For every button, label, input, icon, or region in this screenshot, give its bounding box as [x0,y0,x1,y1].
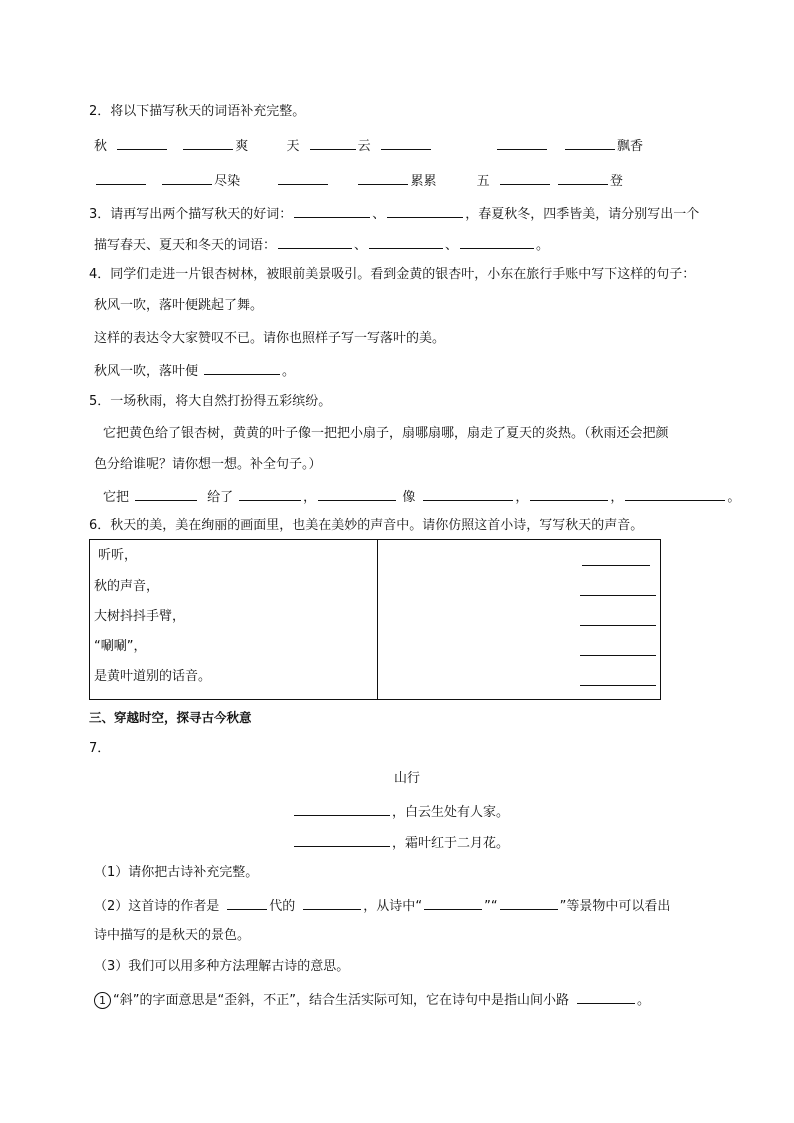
blank[interactable] [318,487,396,501]
poem-line: 大树抖抖手臂， [94,609,186,624]
blank[interactable] [387,204,463,218]
q4-line4 [94,361,295,381]
separator: 、 [354,238,368,253]
blank[interactable] [303,896,361,910]
blank[interactable] [369,235,443,249]
q3-line1 [89,204,699,224]
blank[interactable] [96,171,146,185]
q4-line2: 秋风一吹，落叶便跳起了舞。 [94,298,264,313]
blank[interactable] [183,136,233,150]
q2-word-shuang: 爽 [235,139,249,154]
blank[interactable] [294,802,390,816]
blank[interactable] [625,487,725,501]
answer-line[interactable] [378,602,660,632]
poem-line: 秋的声音， [94,579,160,594]
answer-line[interactable] [378,540,660,572]
q5-line4 [103,487,740,507]
blank[interactable] [162,171,212,185]
blank[interactable] [278,235,352,249]
verse-text: ，白云生处有人家。 [392,805,510,820]
q3-text: 3．请再写出两个描写秋天的好词： [89,207,293,222]
q5-line3: 色分给谁呢？请你想一想。补全句子。） [94,457,322,472]
separator: 、 [372,207,386,222]
blank[interactable] [294,833,390,847]
period: 。 [636,993,650,1008]
separator: 、 [445,238,459,253]
q5-xiang: 像 [402,490,416,505]
poem-table [89,539,661,700]
q2-word-yun: 云 [357,139,371,154]
q7-sub2-from: ，从诗中 [363,899,416,914]
q2-word-wu: 五 [476,174,490,189]
poem-line: 是黄叶道别的话音。 [94,669,212,684]
blank[interactable] [204,361,280,375]
q7-number: 7． [89,741,111,756]
answer-line[interactable] [378,572,660,602]
q7-sub2-tail: 等景物中可以看出 [566,899,671,914]
q2-word-piaoxiang: 飘香 [617,139,644,154]
q7-sub2-dai: 代的 [269,899,296,914]
q7-verse2 [292,833,509,853]
blank[interactable] [358,171,408,185]
blank[interactable] [497,136,547,150]
comma: ， [303,490,317,505]
q2-row2 [94,171,623,191]
blank[interactable] [500,171,550,185]
q3-text-tail: ，春夏秋冬，四季皆美，请分别写出一个 [465,207,700,222]
q4-line1: 4．同学们走进一片银杏树林，被眼前美景吸引。看到金黄的银杏叶，小东在旅行手账中写下这样的句子： [89,267,696,282]
verse-text: ，霜叶红于二月花。 [392,836,510,851]
period: 。 [282,364,296,379]
comma: ， [610,490,624,505]
blank[interactable] [500,896,558,910]
blank[interactable] [558,171,608,185]
q5-line1: 5．一场秋雨，将大自然打扮得五彩缤纷。 [89,394,332,409]
q2-word-qiu: 秋 [94,139,108,154]
q7-sub3: （3）我们可以用多种方法理解古诗的意思。 [94,959,350,974]
q5-ta-ba: 它把 [103,490,130,505]
q5-gei-le: 给了 [207,490,234,505]
poem-left-cell [90,540,378,700]
q5-line2: 它把黄色给了银杏树，黄黄的叶子像一把把小扇子，扇哪扇哪，扇走了夏天的炎热。（秋雨还会把颜 [103,426,669,441]
q2-word-jinran: 尽染 [214,174,241,189]
quote: ” [559,899,567,914]
blank[interactable] [424,896,482,910]
q7-sub2-text: （2）这首诗的作者是 [94,899,220,914]
quote: “ [415,899,423,914]
blank[interactable] [310,136,356,150]
blank[interactable] [278,171,328,185]
poem-right-cell [378,540,661,700]
blank[interactable] [135,487,197,501]
q4-line3: 这样的表达令大家赞叹不已。请你也照样子写一写落叶的美。 [94,331,446,346]
q7-sub3-item1 [94,990,650,1010]
blank[interactable] [530,487,608,501]
circled-number: 1 [94,992,111,1009]
blank[interactable] [577,990,635,1004]
poem-line: 听听， [98,548,138,563]
q7-sub2 [94,896,670,916]
item-text: “斜”的字面意思是“歪斜，不正”，结合生活实际可知，它在诗句中是指山间小路 [113,993,569,1008]
blank[interactable] [227,896,267,910]
blank[interactable] [423,487,513,501]
blank[interactable] [460,235,534,249]
period: 。 [536,238,550,253]
q2-row1 [94,136,643,156]
blank[interactable] [565,136,615,150]
poem-line: “唰唰”， [94,639,147,654]
comma: ， [515,490,529,505]
q6-title: 6．秋天的美，美在绚丽的画面里，也美在美妙的声音中。请你仿照这首小诗，写写秋天的声音。 [89,518,644,533]
q3-line2 [94,235,549,255]
blank[interactable] [381,136,431,150]
q4-text4: 秋风一吹，落叶便 [94,364,199,379]
period: 。 [727,490,741,505]
quote: “ [490,899,498,914]
q2-word-tian: 天 [286,139,300,154]
quote: ” [484,899,491,914]
q2-word-deng: 登 [609,174,623,189]
q7-verse1 [292,802,509,822]
blank[interactable] [294,204,370,218]
section-title: 三、穿越时空，探寻古今秋意 [89,710,252,725]
q7-sub2-line2: 诗中描写的是秋天的景色。 [94,928,251,943]
q3-text2: 描写春天、夏天和冬天的词语： [94,238,277,253]
q2-title: 2．将以下描写秋天的词语补充完整。 [89,104,306,119]
blank[interactable] [239,487,301,501]
answer-line[interactable] [378,632,660,662]
answer-line[interactable] [378,662,660,692]
q2-word-leilei: 累累 [410,174,437,189]
q7-sub1: （1）请你把古诗补充完整。 [94,865,259,880]
poem-title: 山行 [394,771,421,786]
blank[interactable] [117,136,167,150]
